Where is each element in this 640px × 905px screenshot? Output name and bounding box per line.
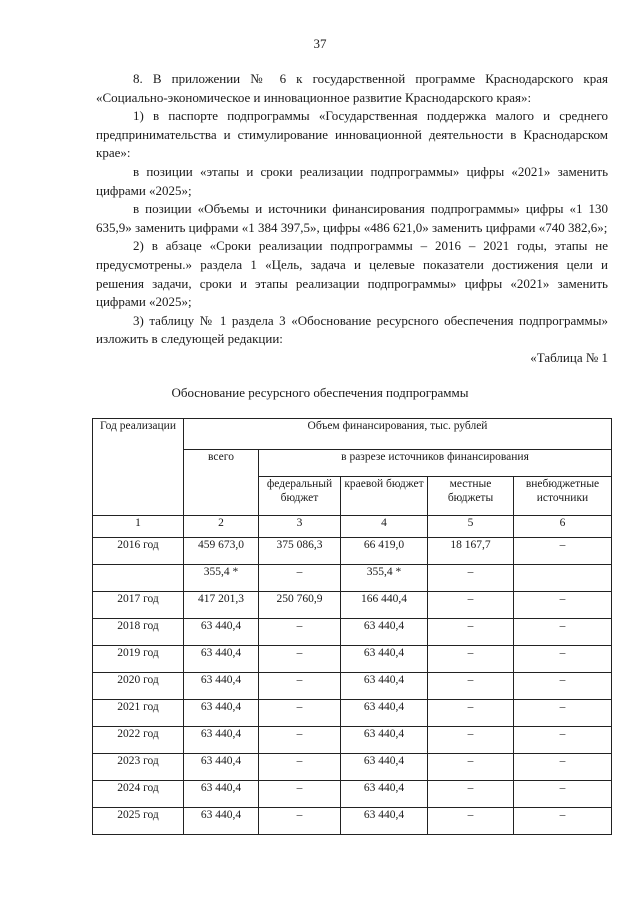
total-cell: 355,4 * — [184, 565, 259, 592]
paragraph: 2) в абзаце «Сроки реализации подпрограммы – 2016 – 2021 годы, этапы не предусмотрены.» раздела 1 «Цель, задача и целевые показатели достижения цели и решения задачи, сроки и этапы реализации подпрограммы» цифры «2021» заменить цифрами «2025»; — [96, 238, 608, 310]
federal-cell: – — [259, 646, 341, 673]
regional-cell: 355,4 * — [341, 565, 428, 592]
extra-cell: – — [514, 754, 612, 781]
header-extra: внебюджетные источники — [514, 477, 612, 516]
table-row — [93, 565, 612, 592]
extra-cell: – — [514, 673, 612, 700]
federal-cell: – — [259, 727, 341, 754]
column-number: 2 — [184, 516, 259, 538]
header-local: местные бюджеты — [428, 477, 514, 516]
header-year: Год реализации — [93, 419, 184, 516]
federal-cell: – — [259, 781, 341, 808]
year-cell: 2018 год — [93, 619, 184, 646]
table-row — [93, 592, 612, 619]
paragraph: в позиции «этапы и сроки реализации подпрограммы» цифры «2021» заменить цифрами «2025»; — [96, 163, 608, 198]
table-row — [93, 619, 612, 646]
regional-cell: 166 440,4 — [341, 592, 428, 619]
year-cell: 2021 год — [93, 700, 184, 727]
year-cell: 2017 год — [93, 592, 184, 619]
regional-cell: 66 419,0 — [341, 538, 428, 565]
funding-table — [92, 418, 612, 835]
column-number: 6 — [514, 516, 612, 538]
year-cell — [93, 565, 184, 592]
paragraph: 1) в паспорте подпрограммы «Государственная поддержка малого и среднего предпринимательства и стимулирование инновационной деятельности в Краснодарском крае»: — [96, 108, 608, 161]
header-federal: федеральный бюджет — [259, 477, 341, 516]
federal-cell: – — [259, 619, 341, 646]
table-row — [93, 646, 612, 673]
total-cell: 63 440,4 — [184, 673, 259, 700]
extra-cell: – — [514, 808, 612, 835]
total-cell: 63 440,4 — [184, 727, 259, 754]
year-cell: 2020 год — [93, 673, 184, 700]
total-cell: 63 440,4 — [184, 646, 259, 673]
local-cell: – — [428, 808, 514, 835]
local-cell: – — [428, 646, 514, 673]
federal-cell: – — [259, 565, 341, 592]
local-cell: 18 167,7 — [428, 538, 514, 565]
total-cell: 63 440,4 — [184, 808, 259, 835]
local-cell: – — [428, 565, 514, 592]
column-number: 5 — [428, 516, 514, 538]
total-cell: 63 440,4 — [184, 754, 259, 781]
extra-cell: – — [514, 700, 612, 727]
table-row — [93, 700, 612, 727]
extra-cell: – — [514, 592, 612, 619]
table-title: Обоснование ресурсного обеспечения подпрограммы — [171, 385, 469, 400]
year-cell: 2022 год — [93, 727, 184, 754]
year-cell: 2024 год — [93, 781, 184, 808]
paragraph: 8. В приложении № 6 к государственной программе Краснодарского края «Социально-экономическое и инновационное развитие Краснодарского края»: — [96, 71, 608, 105]
extra-cell: – — [514, 619, 612, 646]
total-cell: 63 440,4 — [184, 619, 259, 646]
header-funding: Объем финансирования, тыс. рублей — [184, 419, 612, 450]
column-number: 1 — [93, 516, 184, 538]
table-label: «Таблица № 1 — [530, 349, 608, 365]
year-cell: 2016 год — [93, 538, 184, 565]
year-cell: 2019 год — [93, 646, 184, 673]
regional-cell: 63 440,4 — [341, 673, 428, 700]
federal-cell: – — [259, 673, 341, 700]
local-cell: – — [428, 754, 514, 781]
header-regional: краевой бюджет — [341, 477, 428, 516]
total-cell: 63 440,4 — [184, 700, 259, 727]
local-cell: – — [428, 619, 514, 646]
regional-cell: 63 440,4 — [341, 646, 428, 673]
local-cell: – — [428, 727, 514, 754]
local-cell: – — [428, 592, 514, 619]
federal-cell: 375 086,3 — [259, 538, 341, 565]
header-by-sources: в разрезе источников финансирования — [259, 450, 612, 477]
extra-cell: – — [514, 781, 612, 808]
federal-cell: – — [259, 754, 341, 781]
table-row — [93, 808, 612, 835]
extra-cell: – — [514, 727, 612, 754]
table-row — [93, 781, 612, 808]
regional-cell: 63 440,4 — [341, 781, 428, 808]
extra-cell: – — [514, 646, 612, 673]
paragraph: 3) таблицу № 1 раздела 3 «Обоснование ресурсного обеспечения подпрограммы» изложить в следующей редакции: — [96, 312, 608, 347]
federal-cell: 250 760,9 — [259, 592, 341, 619]
table-row — [93, 673, 612, 700]
regional-cell: 63 440,4 — [341, 700, 428, 727]
table-row — [93, 727, 612, 754]
local-cell: – — [428, 781, 514, 808]
header-total: всего — [184, 450, 259, 516]
total-cell: 63 440,4 — [184, 781, 259, 808]
regional-cell: 63 440,4 — [341, 808, 428, 835]
extra-cell: – — [514, 538, 612, 565]
column-numbers-row — [93, 516, 612, 538]
regional-cell: 63 440,4 — [341, 727, 428, 754]
column-number: 4 — [341, 516, 428, 538]
table-row — [93, 754, 612, 781]
total-cell: 417 201,3 — [184, 592, 259, 619]
year-cell: 2023 год — [93, 754, 184, 781]
local-cell: – — [428, 700, 514, 727]
paragraph: в позиции «Объемы и источники финансирования подпрограммы» цифры «1 130 635,9» заменить цифрами «1 384 397,5», цифры «486 621,0» заменить цифрами «740 382,6»; — [96, 201, 608, 235]
year-cell: 2025 год — [93, 808, 184, 835]
page-number: 37 — [313, 36, 327, 51]
federal-cell: – — [259, 700, 341, 727]
local-cell: – — [428, 673, 514, 700]
regional-cell: 63 440,4 — [341, 754, 428, 781]
regional-cell: 63 440,4 — [341, 619, 428, 646]
body-text — [96, 70, 608, 368]
table-row — [93, 538, 612, 565]
federal-cell: – — [259, 808, 341, 835]
extra-cell — [514, 565, 612, 592]
total-cell: 459 673,0 — [184, 538, 259, 565]
column-number: 3 — [259, 516, 341, 538]
